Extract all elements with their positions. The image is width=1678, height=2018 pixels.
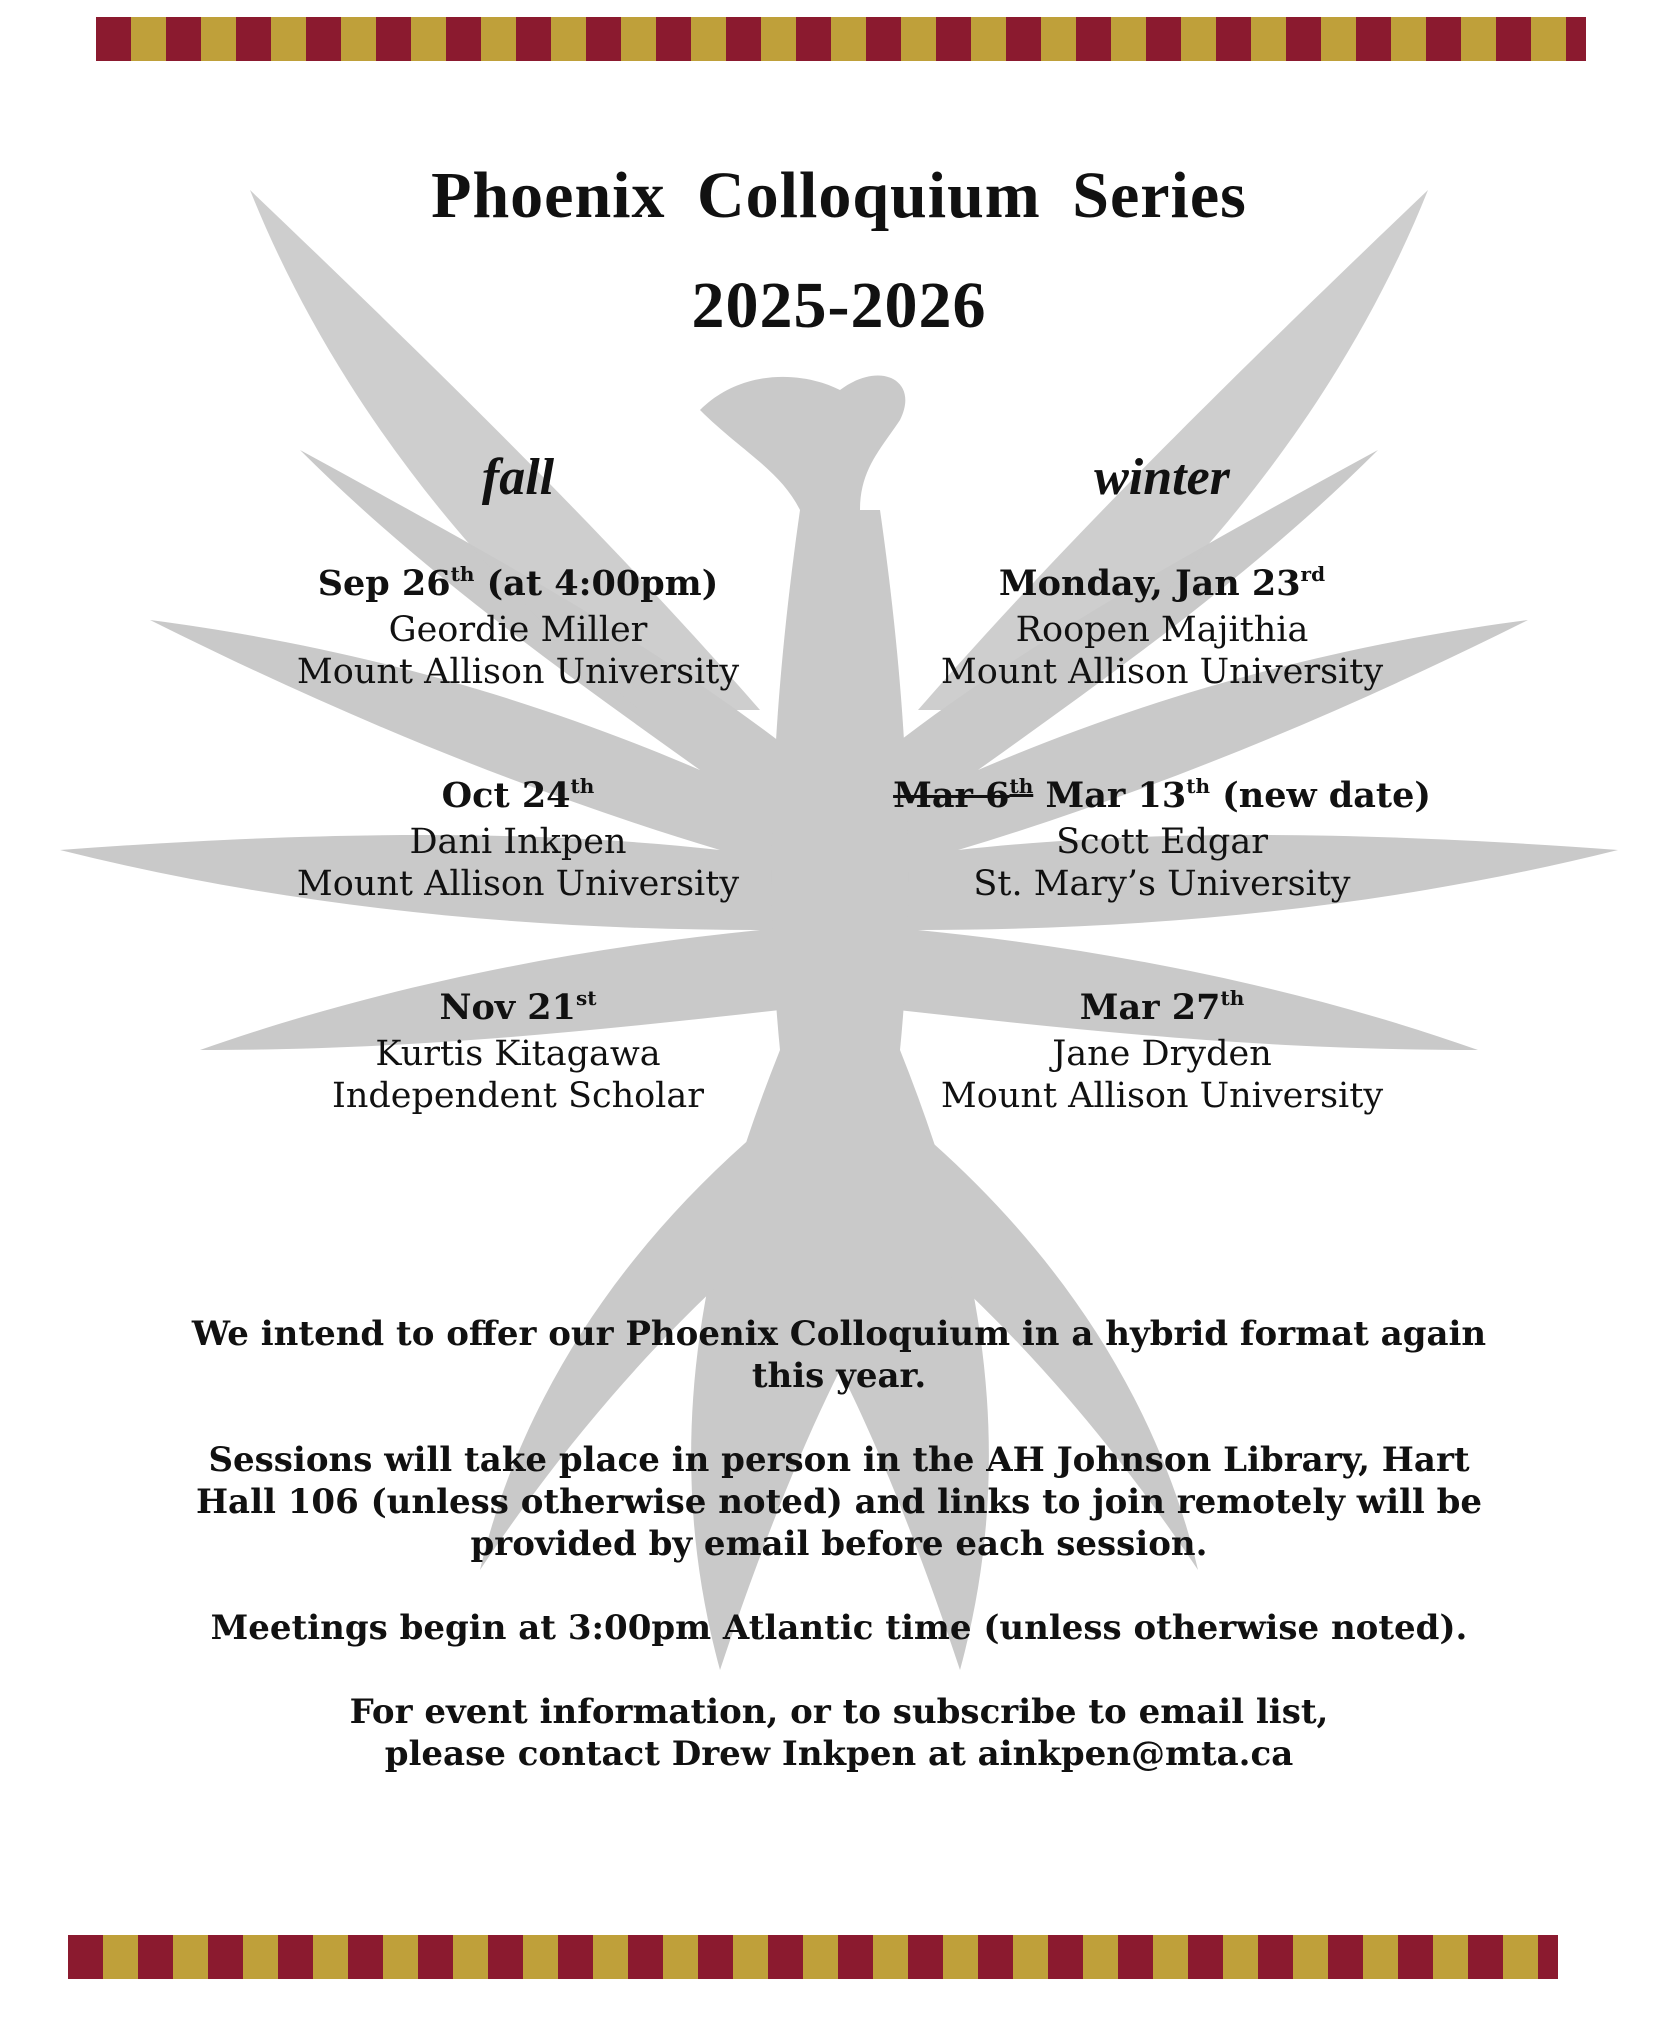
event-date: Mar 6th Mar 13th (new date) <box>893 774 1431 816</box>
event-date: Monday, Jan 23rd <box>998 562 1326 604</box>
event-affiliation: Mount Allison University <box>296 652 740 692</box>
contact-note: For event information, or to subscribe to email list, please contact Drew Inkpen at ainkpen@mta.ca <box>349 1692 1329 1774</box>
event-date: Mar 27th <box>1079 986 1245 1028</box>
fall-event-3 <box>168 987 868 1117</box>
event-speaker: Geordie Miller <box>388 610 648 650</box>
fall-event-1 <box>168 563 868 693</box>
page-title: Phoenix Colloquium Series <box>431 159 1247 232</box>
location-note: Sessions will take place in person in the AH Johnson Library, Hart Hall 106 (unless otherwise noted) and links to join remotely will be provided by email before each session. <box>195 1440 1483 1564</box>
info-section <box>190 1313 1488 1817</box>
event-speaker: Kurtis Kitagawa <box>375 1034 661 1074</box>
event-date: Sep 26th (at 4:00pm) <box>317 562 719 604</box>
hybrid-format-note: We intend to offer our Phoenix Colloquium in a hybrid format again this year. <box>191 1314 1487 1396</box>
event-affiliation: Mount Allison University <box>940 1076 1384 1116</box>
event-date: Nov 21st <box>439 986 597 1028</box>
fall-event-2 <box>168 775 868 905</box>
fall-heading: fall <box>481 449 555 506</box>
event-affiliation: Independent Scholar <box>332 1076 704 1116</box>
contact-email-line: please contact Drew Inkpen at ainkpen@mta.ca <box>384 1734 1294 1774</box>
winter-event-3 <box>812 987 1512 1117</box>
event-date: Oct 24th <box>441 774 595 816</box>
top-border-stripe <box>96 17 1586 61</box>
cancelled-date: Mar 6th <box>893 774 1034 816</box>
page-subtitle-year: 2025-2026 <box>691 269 987 342</box>
event-affiliation: Mount Allison University <box>940 652 1384 692</box>
winter-event-2 <box>812 775 1512 905</box>
event-speaker: Scott Edgar <box>1056 822 1268 862</box>
event-speaker: Roopen Majithia <box>1015 610 1309 650</box>
meeting-time-note: Meetings begin at 3:00pm Atlantic time (unless otherwise noted). <box>210 1608 1468 1648</box>
event-affiliation: St. Mary’s University <box>973 864 1351 904</box>
winter-heading: winter <box>1094 449 1230 506</box>
event-affiliation: Mount Allison University <box>296 864 740 904</box>
bottom-border-stripe <box>68 1935 1558 1979</box>
event-speaker: Jane Dryden <box>1052 1034 1272 1074</box>
winter-event-1 <box>812 563 1512 693</box>
event-speaker: Dani Inkpen <box>409 822 627 862</box>
